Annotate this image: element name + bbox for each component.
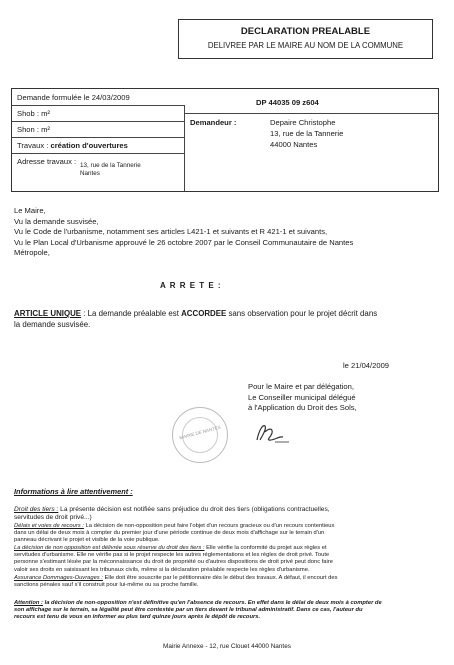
attention-text: recours est tenu de vous en informer au plus tard quinze jours après le dépôt de recours. — [14, 614, 261, 621]
divider — [12, 121, 184, 122]
divider — [184, 105, 185, 191]
footer-address: Mairie Annexe - 12, rue Clouet 44000 Nantes — [163, 643, 291, 650]
nonopp-text: personne s'estimant lésée par la méconnaissance du droit de propriété ou d'autres dispositions de droit privé peut donc faire — [14, 559, 333, 566]
signature-line: Le Conseiller municipal délégué — [248, 392, 356, 402]
travaux-value: création d'ouvertures — [50, 141, 128, 150]
info-title — [14, 487, 133, 496]
divider — [184, 113, 438, 114]
droit-label: Droit des tiers : — [14, 506, 59, 513]
demandeur-label: Demandeur : — [190, 118, 237, 127]
droit-text: La présente décision est notifiée sans préjudice du droit des tiers (obligations contractuelles, — [58, 506, 330, 513]
stamp-text: MAIRIE DE NANTES — [178, 424, 222, 441]
article-text: sans observation pour le projet décrit dans — [226, 309, 378, 318]
divider — [12, 137, 184, 138]
request-form — [11, 88, 439, 192]
dp-number: DP 44035 09 z604 — [256, 98, 319, 107]
adresse-line2: Nantes — [80, 170, 100, 177]
arrete-heading: A R R E T E : — [160, 281, 222, 290]
info-attention — [14, 600, 442, 622]
attention-label: Attention : — [14, 600, 43, 606]
document-title: DECLARATION PREALABLE — [240, 26, 371, 37]
preamble-line: Métropole, — [14, 248, 50, 257]
nonopp-label: La décision de non opposition est délivrée sous réserve du droit des tiers : — [14, 545, 205, 551]
preamble-line: Le Maire, — [14, 206, 46, 215]
attention-text: son affichage sur le terrain, sa légalité peut être contestée par un tiers devant le tribunal administratif. Dans ce cas, l'auteur du — [14, 607, 363, 614]
info-assurance — [14, 575, 442, 589]
shon-field: Shon : m² — [17, 125, 50, 134]
info-droit — [14, 506, 442, 522]
droit-text: servitudes de droit privé...) — [14, 514, 92, 521]
header-box — [178, 19, 433, 59]
info-delais — [14, 523, 442, 545]
preamble-line: Vu le Code de l'urbanisme, notamment ses articles L421-1 et suivants et R 421-1 et suivants, — [14, 227, 328, 236]
signature-block — [248, 382, 357, 414]
decision-date: le 21/04/2009 — [343, 361, 390, 370]
info-title-text: Informations à lire attentivement : — [14, 487, 133, 496]
accordee-text: ACCORDEE — [181, 309, 227, 318]
nonopp-text: Elle vérifie la conformité du projet aux règles et — [204, 545, 327, 551]
article-text: : La demande préalable est — [81, 309, 182, 318]
travaux-field — [17, 141, 128, 150]
handwritten-signature — [253, 420, 293, 446]
article-label: ARTICLE UNIQUE — [14, 309, 82, 318]
assurance-text: sanctions pénales sauf s'il construit pour lui-même ou sa proche famille. — [14, 582, 199, 589]
delais-text: dans un délai de deux mois à compter du premier jour d'une période continue de deux mois d'affichage sur le terrain d'un — [14, 530, 325, 537]
article-text: la demande susvisée. — [14, 319, 91, 329]
attention-text: la décision de non-opposition n'est définitive qu'en l'absence de recours. En effet dans le délai de deux mois à compter de — [42, 600, 382, 606]
signature-line: à l'Application du Droit des Sols, — [248, 403, 357, 412]
article-unique — [14, 309, 444, 330]
adresse-line1: 13, rue de la Tannerie — [80, 162, 141, 169]
preamble-line: Vu le Plan Local d'Urbanisme approuvé le 26 octobre 2007 par le Conseil Communautaire de Nantes — [14, 237, 354, 247]
assurance-label: Assurance Dommages-Ouvrages : — [14, 575, 103, 581]
nonopp-text: valoir ses droits en saisissant les tribunaux civils, même si la déclaration préalable respecte les règles d'urbanisme. — [14, 566, 310, 573]
divider — [12, 153, 184, 154]
demandeur-city: 44000 Nantes — [270, 140, 318, 149]
delais-label: Délais et voies de recours : — [14, 523, 84, 529]
delais-text: panneau décrivant le projet et visible de la voie publique. — [14, 537, 160, 544]
divider — [12, 105, 184, 106]
assurance-text: Elle doit être souscrite par le pétitionnaire dès le début des travaux. A défaut, il encourt des — [102, 575, 338, 581]
info-non-opposition — [14, 545, 442, 574]
nonopp-text: servitudes d'urbanisme. Elle ne vérifie pas si le projet respecte les autres réglementations et les règles de droit privé. Toute — [14, 552, 330, 559]
demandeur-name: Depaire Christophe — [270, 118, 336, 127]
preamble-line: Vu la demande susvisée, — [14, 216, 99, 226]
signature-line: Pour le Maire et par délégation, — [248, 382, 354, 391]
document-subtitle: DELIVREE PAR LE MAIRE AU NOM DE LA COMMUNE — [207, 41, 404, 50]
shob-field: Shob : m² — [17, 109, 50, 118]
adresse-label: Adresse travaux : — [17, 157, 77, 166]
request-date: Demande formulée le 24/03/2009 — [17, 93, 130, 102]
delais-text: La décision de non-opposition peut faire l'objet d'un recours gracieux ou d'un recours contentieux — [83, 523, 335, 529]
demandeur-street: 13, rue de la Tannerie — [270, 129, 344, 138]
travaux-label: Travaux : — [17, 141, 49, 150]
preamble — [14, 206, 439, 259]
